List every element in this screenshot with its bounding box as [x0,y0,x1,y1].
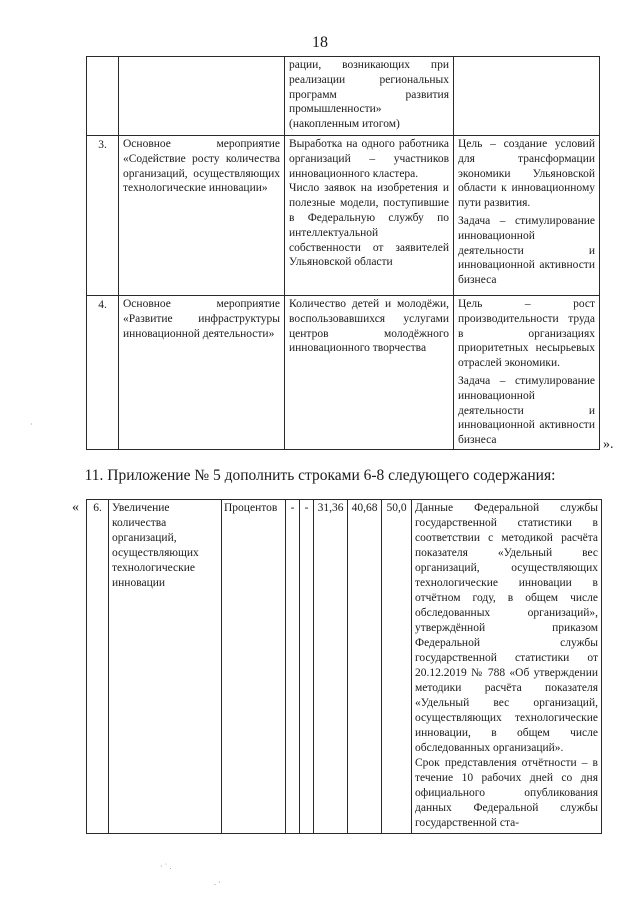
source-text: Данные Федеральной службы государственной статистики в соответствии с методикой расчёта показателя «Удельный вес организаций, осуществляющих технологические инновации в отчётном году, в общем числе обследованных организаций», утверждённой приказом Федеральной службы государственной статистики от 20.12.2019 № 788 «Об утверждении методики расчёта показателя «Удельный вес организаций, осуществляющих технологические инновации, в общем числе обследованных организаций». [415,502,598,754]
indicators-table [86,499,602,834]
scan-speck: · [30,420,33,429]
indicator-cell [285,296,454,450]
scan-speck: . · [214,878,221,887]
table-row [87,136,600,296]
task-text: Задача – стимулирование инновационной деятельности и инновационной активности бизнеса [458,374,595,447]
table-row [87,296,600,450]
closing-quote: ». [603,437,614,452]
indicator-text: Число заявок на изобретения и полезные модели, поступившие в Федеральную службу по интеллектуальной собственности от заявителей Ульяновской области [289,182,449,269]
goal-cell [454,57,600,136]
row-number: 6. [87,500,109,834]
indicator-text: Количество детей и молодёжи, воспользовавшихся услугами центров молодёжного инновационного творчества [289,298,449,355]
event-cell [119,57,285,136]
goal-text: Цель – рост производительности труда в организациях приоритетных несырьевых отраслей экономики. [458,298,595,370]
goal-cell [454,136,600,296]
indicator-cell [285,136,454,296]
page-number: 18 [312,34,328,51]
section-heading: 11. Приложение № 5 дополнить строками 6-8 следующего содержания: [84,467,556,484]
event-cell: Основное мероприятие «Содействие росту количества организаций, осуществляющих технологические инновации» [119,136,285,296]
table-row [87,57,600,136]
unit-cell: Процентов [222,500,286,834]
value-cell: 50,0 [382,500,412,834]
indicator-name: Увеличение количества организаций, осуществляющих технологические инновации [109,500,222,834]
goal-text: Цель – создание условий для трансформации экономики Ульяновской области к инновационному пути развития. [458,138,595,210]
indicator-cell: рации, возникающих при реализации региональных программ развития промышленности» (накопленным итогом) [285,57,454,136]
source-cell [412,500,602,834]
events-table [86,56,600,450]
event-cell: Основное мероприятие «Развитие инфраструктуры инновационной деятельности» [119,296,285,450]
goal-cell [454,296,600,450]
opening-quote: « [72,500,79,515]
value-cell: - [286,500,300,834]
row-number: 3. [87,136,119,296]
scan-speck: · ˙ . [160,862,172,871]
num-cell [87,57,119,136]
indicator-text: Выработка на одного работника организаций – участников инновационного кластера. [289,138,449,180]
source-text: Срок представления отчётности – в течение 10 рабочих дней со дня официального опубликования данных Федеральной службы государственной ста- [415,757,598,829]
value-cell: - [300,500,314,834]
value-cell: 31,36 [314,500,348,834]
row-number: 4. [87,296,119,450]
value-cell: 40,68 [348,500,382,834]
table-row [87,500,602,834]
task-text: Задача – стимулирование инновационной деятельности и инновационной активности бизнеса [458,214,595,287]
